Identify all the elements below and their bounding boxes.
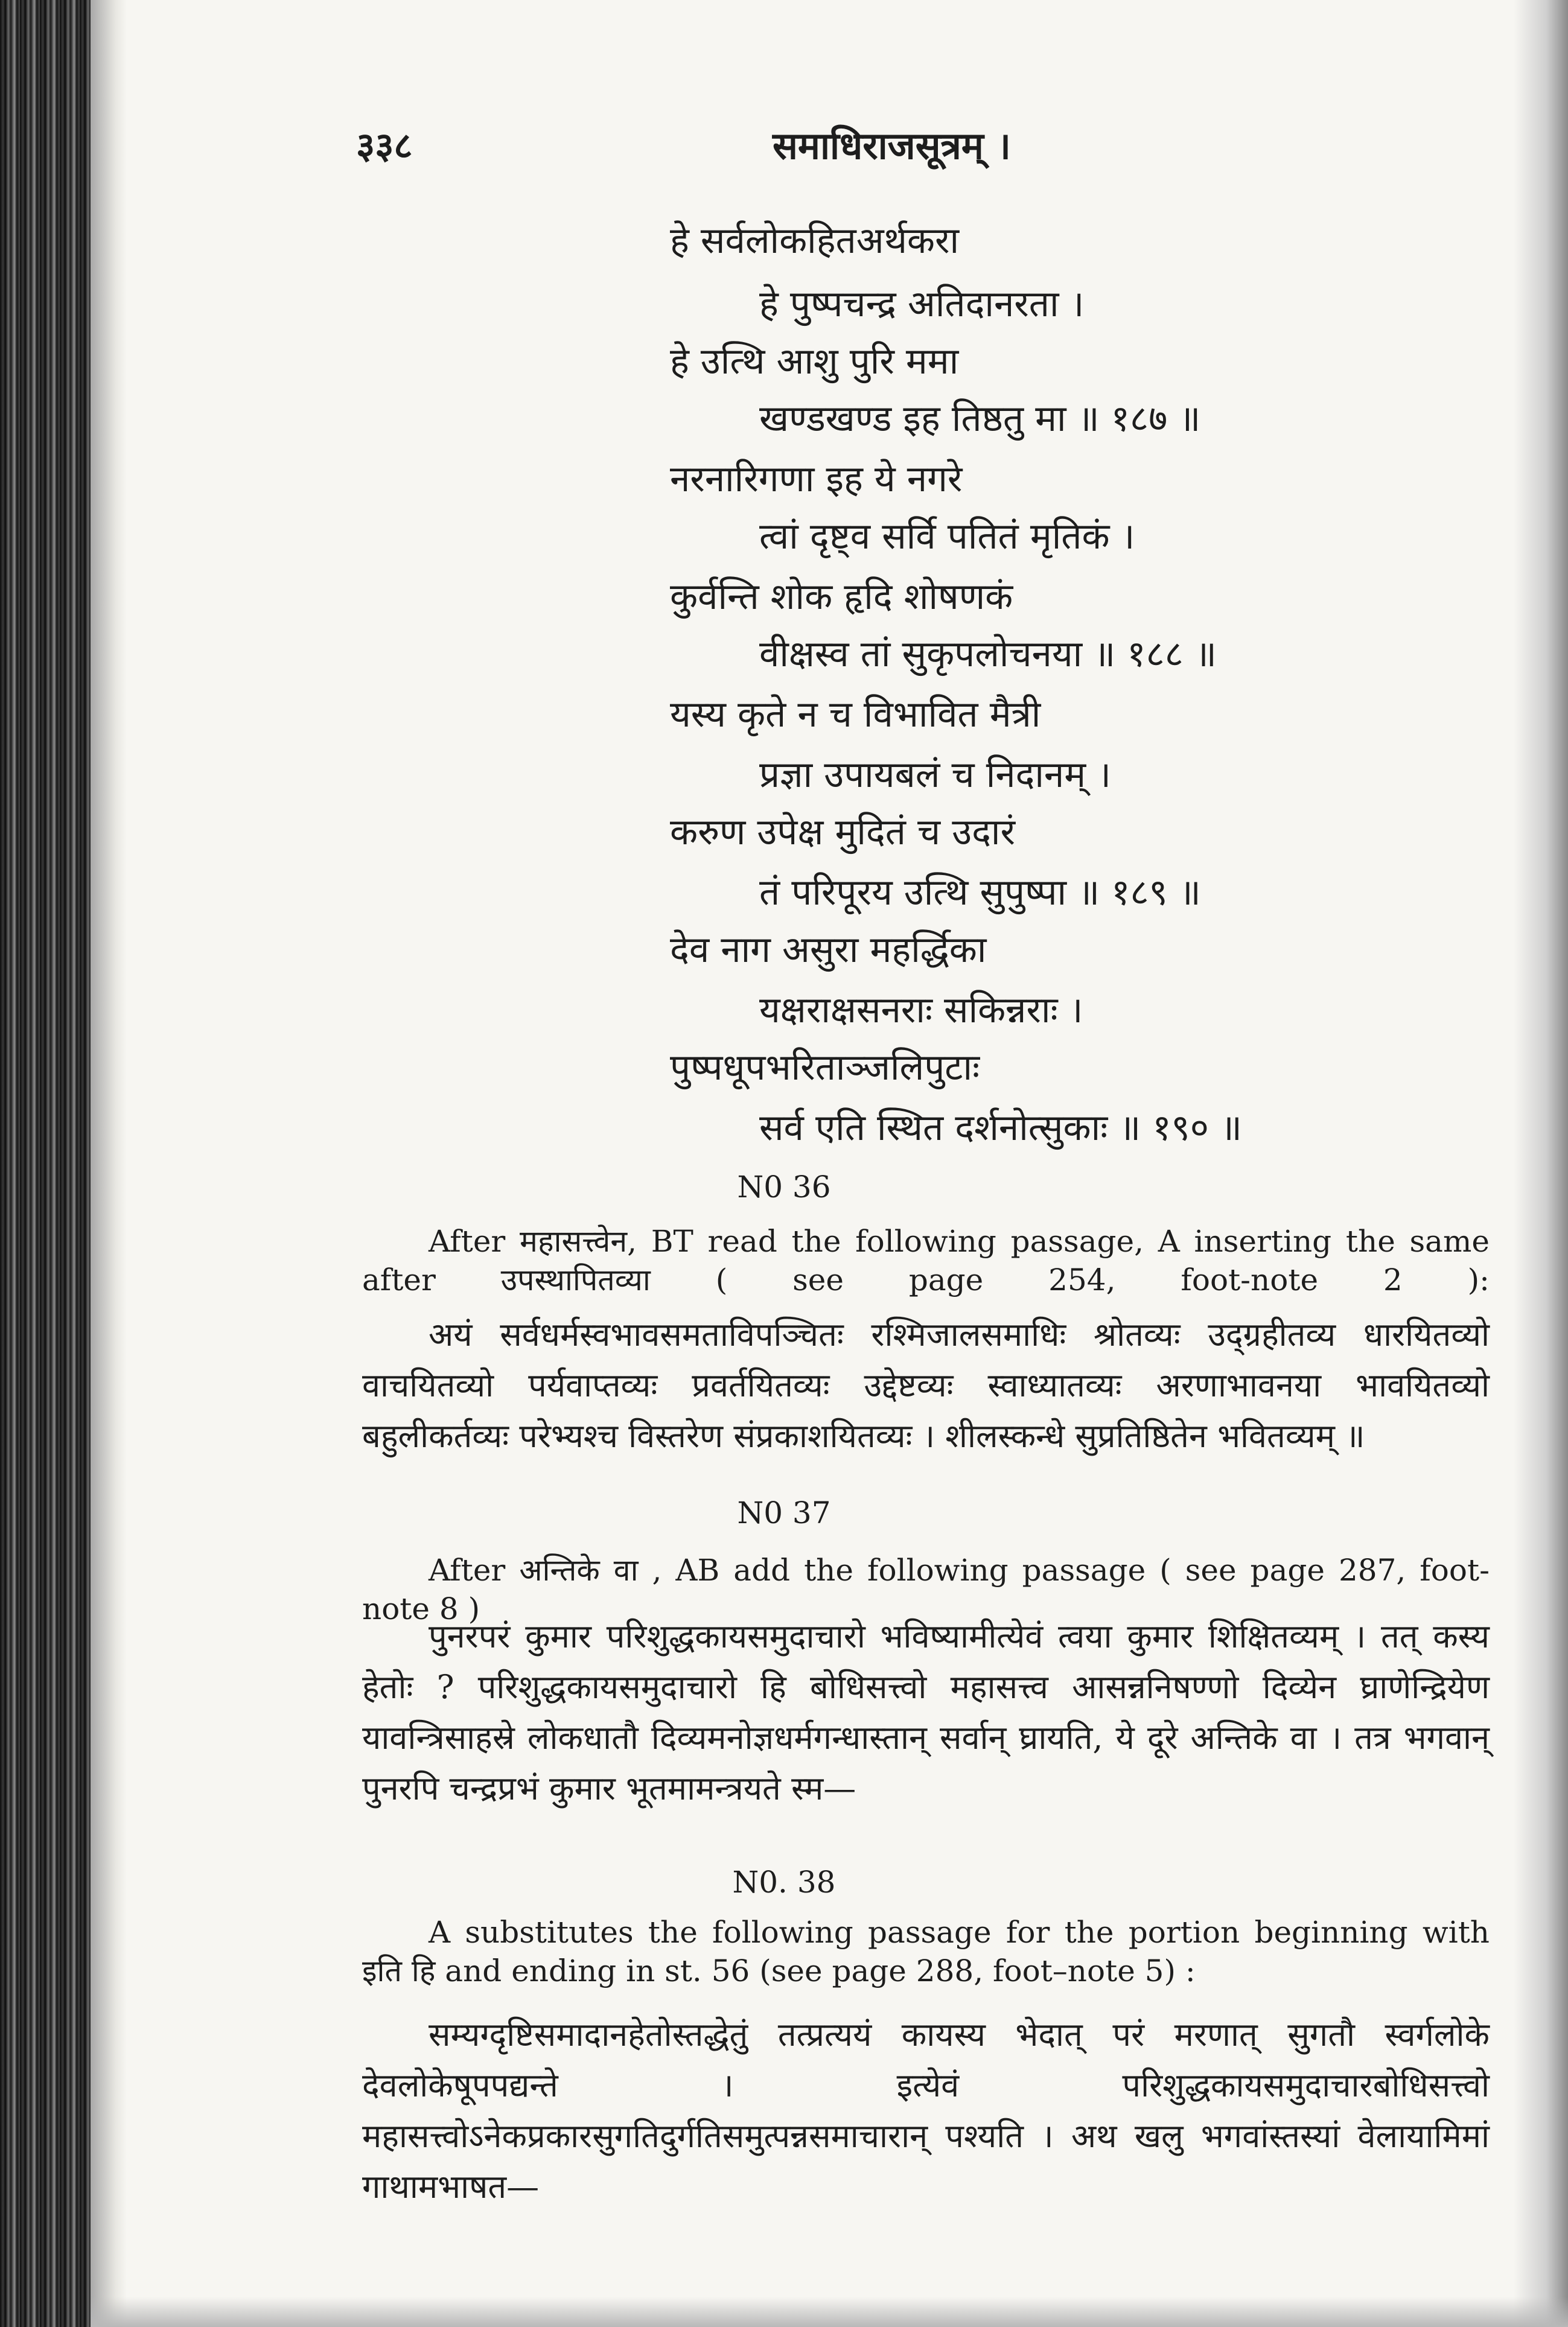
verse-line: कुर्वन्ति शोक हृदि शोषणकं bbox=[670, 576, 1013, 618]
verse-line: देव नाग असुरा महर्द्धिका bbox=[670, 929, 987, 971]
running-head-title: समाधिराजसूत्रम् । bbox=[773, 124, 1011, 168]
page-number: ३३८ bbox=[356, 125, 413, 167]
verse-line: खण्डखण्ड इह तिष्ठतु मा ॥ १८७ ॥ bbox=[759, 398, 1201, 440]
verse-line: करुण उपेक्ष मुदितं च उदारं bbox=[670, 811, 1016, 853]
verse-line: वीक्षस्व तां सुकृपलोचनया ॥ १८८ ॥ bbox=[759, 633, 1217, 675]
verse-line: नरनारिगणा इह ये नगरे bbox=[670, 458, 963, 500]
verse-line: हे उत्थि आशु पुरि ममा bbox=[670, 340, 959, 383]
page-bottom-shadow bbox=[91, 2297, 1568, 2327]
verse-line: प्रज्ञा उपायबलं च निदानम् । bbox=[759, 754, 1111, 796]
verse-line: हे सर्वलोकहितअर्थकरा bbox=[670, 220, 960, 262]
verse-line: तं परिपूरय उत्थि सुपुष्पा ॥ १८९ ॥ bbox=[759, 871, 1201, 914]
note-sanskrit-passage: अयं सर्वधर्मस्वभावसमताविपञ्चितः रश्मिजालसमाधिः श्रोतव्यः उद्ग्रहीतव्य धारयितव्यो वाचयितव्यो पर्यवाप्तव्यः प्रवर्तयितव्यः उद्देष्टव्यः स्वाध्यातव्यः अरणाभावनया भावयितव्यो बहुलीकर्तव्यः परेभ्यश्च विस्तरेण संप्रकाशयितव्यः । शीलस्कन्धे सुप्रतिष्ठितेन भवितव्यम् ॥ bbox=[362, 1316, 1490, 1455]
book-binding-edge bbox=[0, 0, 91, 2327]
note-heading: N0 36 bbox=[737, 1170, 831, 1205]
note-heading: N0 37 bbox=[737, 1495, 831, 1530]
note-sanskrit-passage: पुनरपरं कुमार परिशुद्धकायसमुदाचारो भविष्यामीत्येवं त्वया कुमार शिक्षितव्यम् । तत् कस्य हेतोः ? परिशुद्धकायसमुदाचारो हि बोधिसत्त्वो महासत्त्व आसन्ननिषण्णो दिव्येन घ्राणेन्द्रियेण यावन्त्रिसाहस्रे लोकधातौ दिव्यमनोज्ञधर्मगन्धास्तान् सर्वान् घ्रायति, ये दूरे अन्तिके वा । तत्र भगवान् पुनरपि चन्द्रप्रभं कुमार भूतमामन्त्रयते स्म— bbox=[362, 1617, 1490, 1807]
note-intro: After अन्तिके वा , AB add the following passage ( see page 287, foot-note 8 ) bbox=[362, 1553, 1490, 1626]
page-edge-shadow bbox=[1514, 0, 1568, 2327]
note-intro: A substitutes the following passage for the portion beginning with इति हि and ending in st. 56 (see page 288, foot–note 5) : bbox=[362, 1915, 1490, 1988]
verse-line: यक्षराक्षसनराः सकिन्नराः । bbox=[759, 989, 1083, 1031]
verse-line: हे पुष्पचन्द्र अतिदानरता । bbox=[759, 283, 1085, 325]
verse-line: सर्व एति स्थित दर्शनोत्सुकाः ॥ १९० ॥ bbox=[759, 1107, 1242, 1149]
binding-shadow bbox=[91, 0, 127, 2327]
verse-line: त्वां दृष्ट्व सर्वि पतितं मृतिकं । bbox=[759, 515, 1135, 558]
note-intro: After महासत्त्वेन, BT read the following passage, A inserting the same after उपस्थापितव्या ( see page 254, foot-note 2 ): bbox=[362, 1224, 1490, 1297]
verse-line: यस्य कृते न च विभावित मैत्री bbox=[670, 693, 1041, 736]
note-heading: N0. 38 bbox=[732, 1865, 836, 1900]
note-sanskrit-passage: सम्यग्दृष्टिसमादानहेतोस्तद्धेतुं तत्प्रत्ययं कायस्य भेदात् परं मरणात् सुगतौ स्वर्गलोके देवलोकेषूपपद्यन्ते । इत्येवं परिशुद्धकायसमुदाचारबोधिसत्त्वो महासत्त्वोऽनेकप्रकारसुगतिदुर्गतिसमुत्पन्नसमाचारान् पश्यति । अथ खलु भगवांस्तस्यां वेलायामिमां गाथामभाषत— bbox=[362, 2016, 1490, 2206]
verse-line: पुष्पधूपभरिताञ्जलिपुटाः bbox=[670, 1046, 980, 1089]
